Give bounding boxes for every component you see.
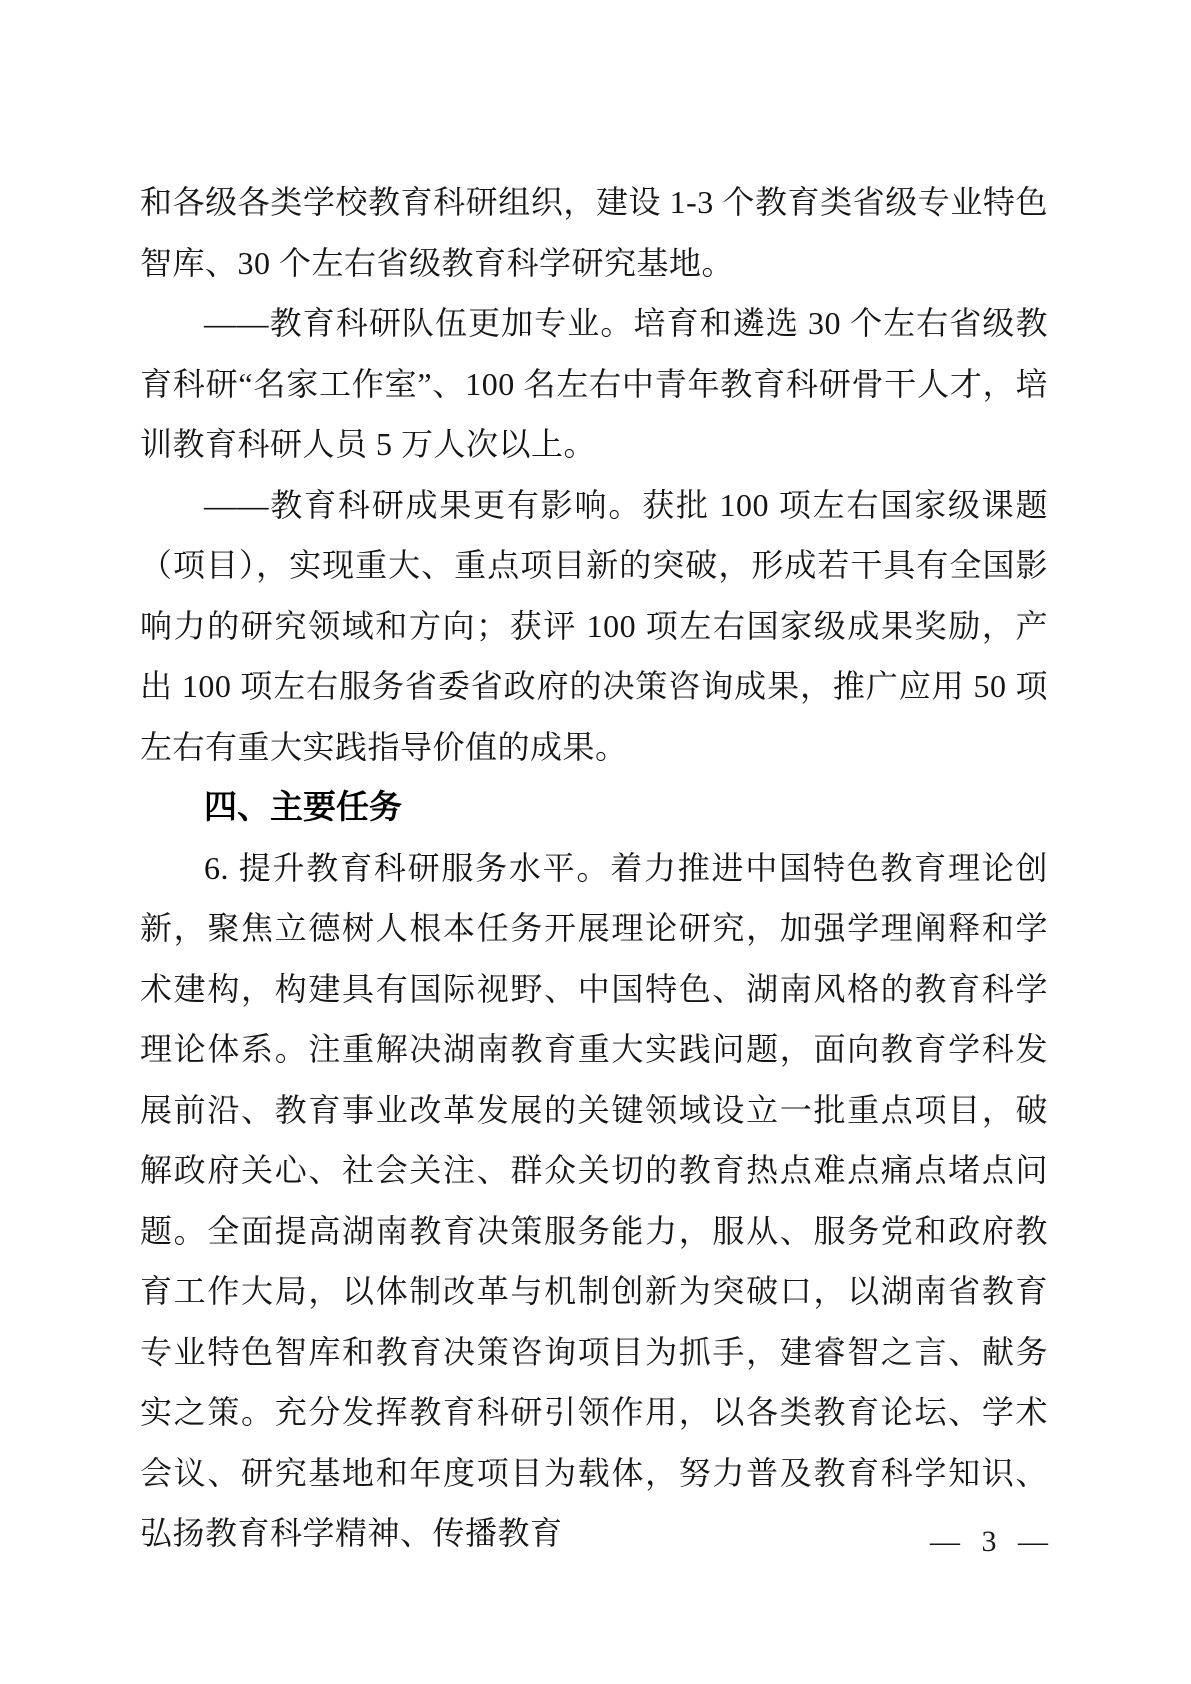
paragraph-dash-item-team (140, 293, 1048, 475)
paragraph-continuation (140, 172, 1048, 293)
paragraph-dash-item-achievements (140, 475, 1048, 778)
task-title-emphasis: 6. 提升教育科研服务水平。 (204, 849, 611, 886)
paragraph-text: 着力推进中国特色教育理论创新，聚焦立德树人根本任务开展理论研究，加强学理阐释和学术建构，构建具有国际视野、中国特色、湖南风格的教育科学理论体系。注重解决湖南教育重大实践问题，面向教育学科发展前沿、教育事业改革发展的关键领域设立一批重点项目，破解政府关心、社会关注、群众关切的教育热点难点痛点堵点问题。全面提高湖南教育决策服务能力，服从、服务党和政府教育工作大局，以体制改革与机制创新为突破口，以湖南省教育专业特色智库和教育决策咨询项目为抓手，建睿智之言、献务实之策。充分发挥教育科研引领作用，以各类教育论坛、学术会议、研究基地和年度项目为载体，努力普及教育科学知识、弘扬教育科学精神、传播教育 (140, 849, 1048, 1551)
section-heading-main-tasks: 四、主要任务 (204, 788, 402, 825)
paragraph-text: 和各级各类学校教育科研组织，建设 1-3 个教育类省级专业特色智库、30 个左右省级教育科学研究基地。 (140, 184, 1048, 281)
document-body (140, 172, 1048, 1564)
page-number: — 3 — (930, 1525, 1048, 1558)
paragraph-task-6 (140, 838, 1048, 1564)
paragraph-text: ——教育科研成果更有影响。获批 100 项左右国家级课题（项目），实现重大、重点项目新的突破，形成若干具有全国影响力的研究领域和方向；获评 100 项左右国家级成果奖励，产出 100 项左右服务省委省政府的决策咨询成果，推广应用 50 项左右有重大实践指导价值的成果。 (140, 486, 1048, 765)
paragraph-text: ——教育科研队伍更加专业。培育和遴选 30 个左右省级教育科研“名家工作室”、100 名左右中青年教育科研骨干人才，培训教育科研人员 5 万人次以上。 (140, 305, 1048, 462)
